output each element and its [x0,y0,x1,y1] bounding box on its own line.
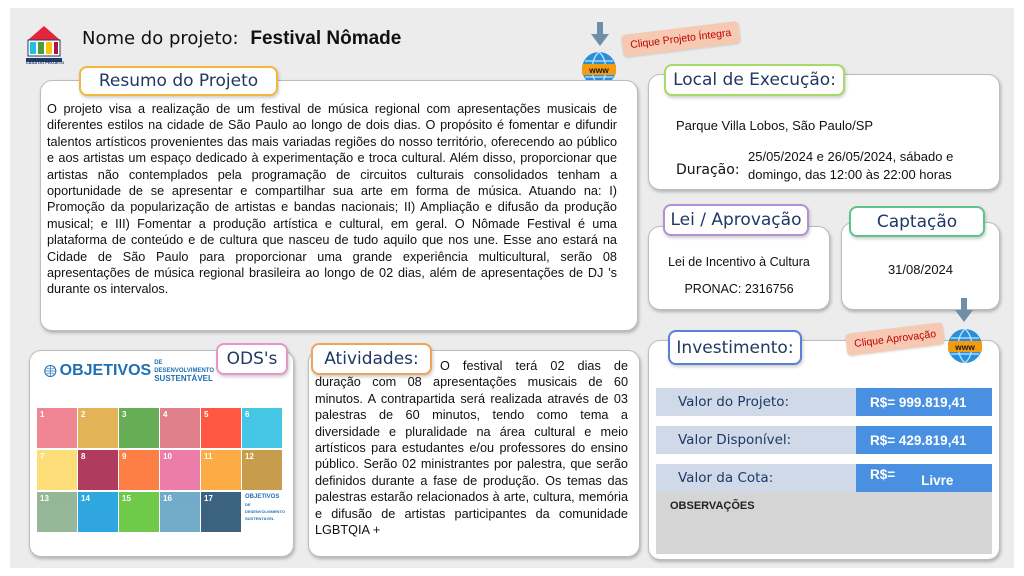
resumo-title: Resumo do Projeto [79,66,278,96]
valor-projeto-row [656,388,992,416]
captacao-title: Captação [849,206,985,237]
aprovacao-link[interactable]: Clique Aprovação [845,322,945,356]
valor-cota-row [656,464,992,492]
valor-cota-label: Valor da Cota: [656,464,856,492]
lei-title: Lei / Aprovação [663,204,809,236]
sdg-banner-sub1: DE DESENVOLVIMENTO [154,360,215,374]
captacao-date: 31/08/2024 [887,262,954,277]
sdg-goal-7: 7 [37,450,77,490]
www-globe-icon-aprovacao[interactable] [946,327,984,365]
valor-cota-livre: Livre [921,472,954,488]
valor-disponivel-value: R$= 429.819,41 [856,426,992,454]
download-arrow-icon [590,22,610,48]
duracao-value: 25/05/2024 e 26/05/2024, sábado e domingo, das 12:00 às 22:00 horas [748,149,954,182]
svg-text:www: www [589,65,609,75]
brand-logo [24,22,64,64]
sdg-goal-10: 10 [160,450,200,490]
sdg-logo-cell [242,492,285,532]
observacoes-label: OBSERVAÇÕES [670,500,755,512]
ods-title: ODS's [216,343,288,375]
duracao-label: Duração: [676,162,740,178]
valor-cota-value [856,464,992,492]
resumo-text: O projeto visa a realização de um festival de música regional com apresentações musicais de diferentes estilos na cidade de São Paulo ao longo de dois dias. O propósito é fomentar e difundir talentos artísticos provenientes das mais variadas regiões do nosso território, oferecendo ao público e aos artistas um espaço dedicado à experimentação e troca cultural. Além disso, proporcionar que artistas não contemplados pela programação de circuitos culturais consolidados tenham a oportunidade de se apresentar e compartilhar sua arte em forma de música. Atuando na: I) Promoção da popularização de artistas e bandas nacionais; II) Ampliação e difusão da produção musical; e III) Fomentar a produção artística e cultural, em geral. O Nômade Festival é uma plataforma de conteúdo e de cultura que nasceu de tudo aquilo que nos une. Esse ano estará na Cidade de São Paulo para proporcionar uma grande experiência multicultural, serão 08 apresentações de música regional brasileira ao longo de 02 dias, além de apresentações de DJ 's durante os intervalos. [47,102,617,297]
sdg-goal-14: 14 [78,492,118,532]
sdg-goal-4: 4 [160,408,200,448]
sdg-logo-text2: DE DESENVOLVIMENTO SUSTENTÁVEL [245,502,285,521]
sdg-goal-5: 5 [201,408,241,448]
projeto-integra-link[interactable]: Clique Projeto Íntegra [621,21,740,57]
valor-projeto-label: Valor do Projeto: [656,388,856,416]
sdg-goal-16: 16 [160,492,200,532]
sdg-goal-grid [37,408,285,538]
atividades-text: O festival terá 02 dias de duração com 08 apresentações musicais de 60 minutos. A contrapartida será realizada através de 03 palestras de 60 minutos, tendo como tema a diversidade e pluralidade na área cultural e meio artísticos para estudantes e/ou professores do ensino público. Serão 02 ministrantes por palestra, que serão definidos durante a fase de produção. Os temas das palestras estarão relacionados à arte, cultura, memória e difusão de artistas participantes da comunidade LGBTQIA + [315,359,628,538]
sdg-goal-3: 3 [119,408,159,448]
atividades-title: Atividades: [311,343,432,375]
investimento-title: Investimento: [668,330,802,365]
sdg-banner-sub2: SUSTENTÁVEL [154,374,213,383]
local-title: Local de Execução: [664,64,845,96]
sdg-goal-1: 1 [37,408,77,448]
project-label: Nome do projeto: [82,28,239,49]
project-name-label [82,28,401,50]
project-name: Festival Nômade [250,28,402,49]
lei-line1: Lei de Incentivo à Cultura [668,255,810,269]
un-emblem-icon [44,363,57,379]
sdg-goal-13: 13 [37,492,77,532]
brand-logo-text: CASA DO PROJETO [25,60,65,65]
sdg-logo-text1: OBJETIVOS [245,494,280,500]
valor-disponivel-label: Valor Disponível: [656,426,856,454]
sdg-goal-6: 6 [242,408,282,448]
sdg-banner [44,358,214,384]
sdg-goal-8: 8 [78,450,118,490]
valor-cota-prefix: R$= [870,466,896,482]
sdg-goal-12: 12 [242,450,282,490]
sdg-goal-9: 9 [119,450,159,490]
sdg-goal-11: 11 [201,450,241,490]
sdg-goal-2: 2 [78,408,118,448]
pronac-number: PRONAC: 2316756 [684,282,794,296]
valor-projeto-value: R$= 999.819,41 [856,388,992,416]
sdg-goal-15: 15 [119,492,159,532]
download-arrow-icon-2 [954,298,974,324]
sdg-banner-main: OBJETIVOS [59,362,152,379]
sdg-goal-17: 17 [201,492,241,532]
valor-disponivel-row [656,426,992,454]
svg-text:www: www [955,342,975,352]
local-place: Parque Villa Lobos, São Paulo/SP [676,118,874,133]
